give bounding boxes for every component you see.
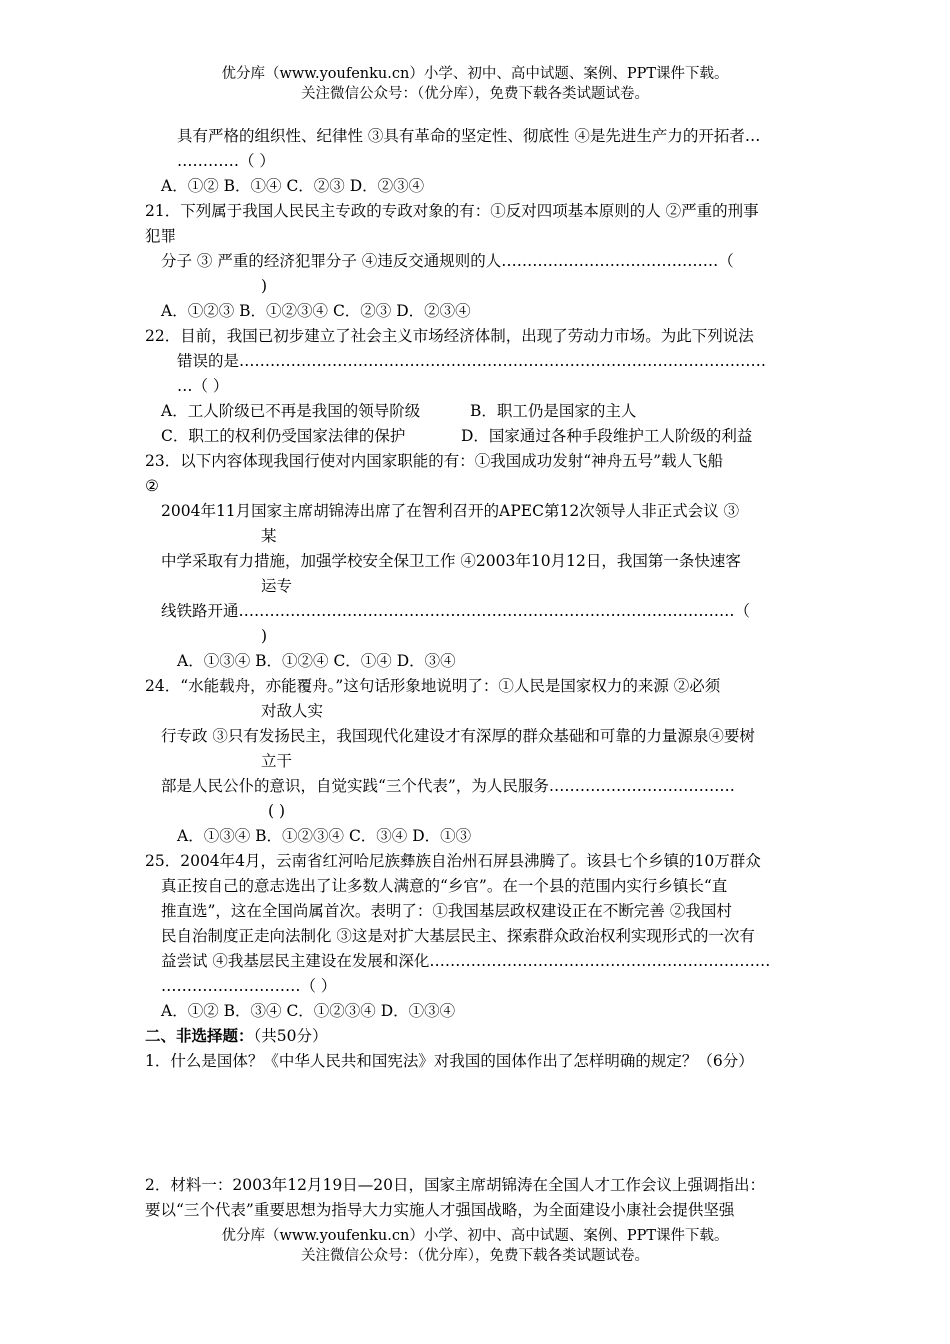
q24-stem-6: ( ) xyxy=(268,802,286,820)
q25-stem-3: 推直选”，这在全国尚属首次。表明了：①我国基层政权建设正在不断完善 ②我国村 xyxy=(161,902,732,920)
q22-option-d: D．国家通过各种手段维护工人阶级的利益 xyxy=(461,427,753,445)
q20-options: A．①② B．①④ C．②③ D．②③④ xyxy=(161,177,425,195)
q24-options: A．①③④ B．①②③④ C．③④ D．①③ xyxy=(177,827,472,845)
q23-stem-6: 运专 xyxy=(261,577,293,595)
q22-stem-2: 错误的是………………………………………………………………………………………… xyxy=(177,352,767,370)
part2-title: 二、非选择题： xyxy=(145,1026,254,1045)
q25-stem-2: 真正按自己的意志选出了让多数人满意的“乡官”。在一个县的范围内实行乡镇长“直 xyxy=(161,877,728,895)
q22-option-a: A．工人阶级已不再是我国的领导阶级 xyxy=(161,402,421,420)
q22-stem-3: …（ ） xyxy=(177,377,229,395)
q25-stem-4: 民自治制度正走向法制化 ③这是对扩大基层民主、探索群众政治权利实现形式的一次有 xyxy=(161,927,755,945)
q22-option-b: B．职工仍是国家的主人 xyxy=(470,402,637,420)
q21-stem-2: 犯罪 xyxy=(145,227,177,245)
q23-stem-2: ② xyxy=(145,477,159,495)
q25-stem-1: 25．2004年4月，云南省红河哈尼族彝族自治州石屏县沸腾了。该县七个乡镇的10万群众 xyxy=(145,852,761,870)
q21-stem-1: 21．下列属于我国人民民主专政的专政对象的有：①反对四项基本原则的人 ②严重的刑事 xyxy=(145,202,759,220)
part2-question-2-line-2: 要以“三个代表”重要思想为指导大力实施人才强国战略，为全面建设小康社会提供坚强 xyxy=(145,1201,735,1219)
q22-stem-1: 22．目前，我国已初步建立了社会主义市场经济体制，出现了劳动力市场。为此下列说法 xyxy=(145,327,754,345)
q20-continuation-2: …………（ ） xyxy=(177,152,275,170)
part2-heading xyxy=(145,1025,328,1047)
q20-continuation-1: 具有严格的组织性、纪律性 ③具有革命的坚定性、彻底性 ④是先进生产力的开拓者… xyxy=(177,127,761,145)
q24-stem-5: 部是人民公仆的意识，自觉实践“三个代表”，为人民服务……………………………… xyxy=(161,777,735,795)
q25-options: A．①② B．③④ C．①②③④ D．①③④ xyxy=(161,1002,456,1020)
q21-options: A．①②③ B．①②③④ C．②③ D．②③④ xyxy=(161,302,471,320)
q23-stem-8: ) xyxy=(261,627,268,645)
q22-option-c: C．职工的权利仍受国家法律的保护 xyxy=(161,427,406,445)
page-footer xyxy=(0,1226,950,1266)
q24-stem-2: 对敌人实 xyxy=(261,702,324,720)
q24-stem-1: 24．“水能载舟，亦能覆舟。”这句话形象地说明了：①人民是国家权力的来源 ②必须 xyxy=(145,677,721,695)
footer-line-1: 优分库（www.youfenku.cn）小学、初中、高中试题、案例、PPT课件下载。 xyxy=(221,1228,729,1244)
part2-score: （共50分） xyxy=(253,1027,328,1045)
q25-stem-6: ………………………（ ） xyxy=(161,977,337,995)
header-line-1: 优分库（www.youfenku.cn）小学、初中、高中试题、案例、PPT课件下载。 xyxy=(221,66,729,82)
footer-line-2: 关注微信公众号：（优分库），免费下载各类试题试卷。 xyxy=(301,1248,649,1264)
q23-stem-3: 2004年11月国家主席胡锦涛出席了在智利召开的APEC第12次领导人非正式会议 ③ xyxy=(161,502,740,520)
q21-stem-4: ) xyxy=(261,277,268,295)
q23-options: A．①③④ B．①②④ C．①④ D．③④ xyxy=(177,652,456,670)
part2-question-1: 1．什么是国体？《中华人民共和国宪法》对我国的国体作出了怎样明确的规定？（6分） xyxy=(145,1052,754,1070)
q23-stem-7: 线铁路开通……………………………………………………………………………………（ xyxy=(161,602,751,620)
q25-stem-5: 益尝试 ④我基层民主建设在发展和深化………………………………………………………… xyxy=(161,952,771,970)
page-header xyxy=(0,64,950,104)
header-line-2: 关注微信公众号：（优分库），免费下载各类试题试卷。 xyxy=(301,86,649,102)
part2-question-2-line-1: 2．材料一：2003年12月19日—20日，国家主席胡锦涛在全国人才工作会议上强调指出： xyxy=(145,1176,765,1194)
q21-stem-3: 分子 ③ 严重的经济犯罪分子 ④违反交通规则的人……………………………………（ xyxy=(161,252,734,270)
q23-stem-5: 中学采取有力措施，加强学校安全保卫工作 ④2003年10月12日，我国第一条快速客 xyxy=(161,552,741,570)
q23-stem-4: 某 xyxy=(261,527,277,545)
q23-stem-1: 23．以下内容体现我国行使对内国家职能的有：①我国成功发射“神舟五号”载人飞船 xyxy=(145,452,724,470)
q24-stem-3: 行专政 ③只有发扬民主，我国现代化建设才有深厚的群众基础和可靠的力量源泉④要树 xyxy=(161,727,755,745)
q24-stem-4: 立干 xyxy=(261,752,293,770)
